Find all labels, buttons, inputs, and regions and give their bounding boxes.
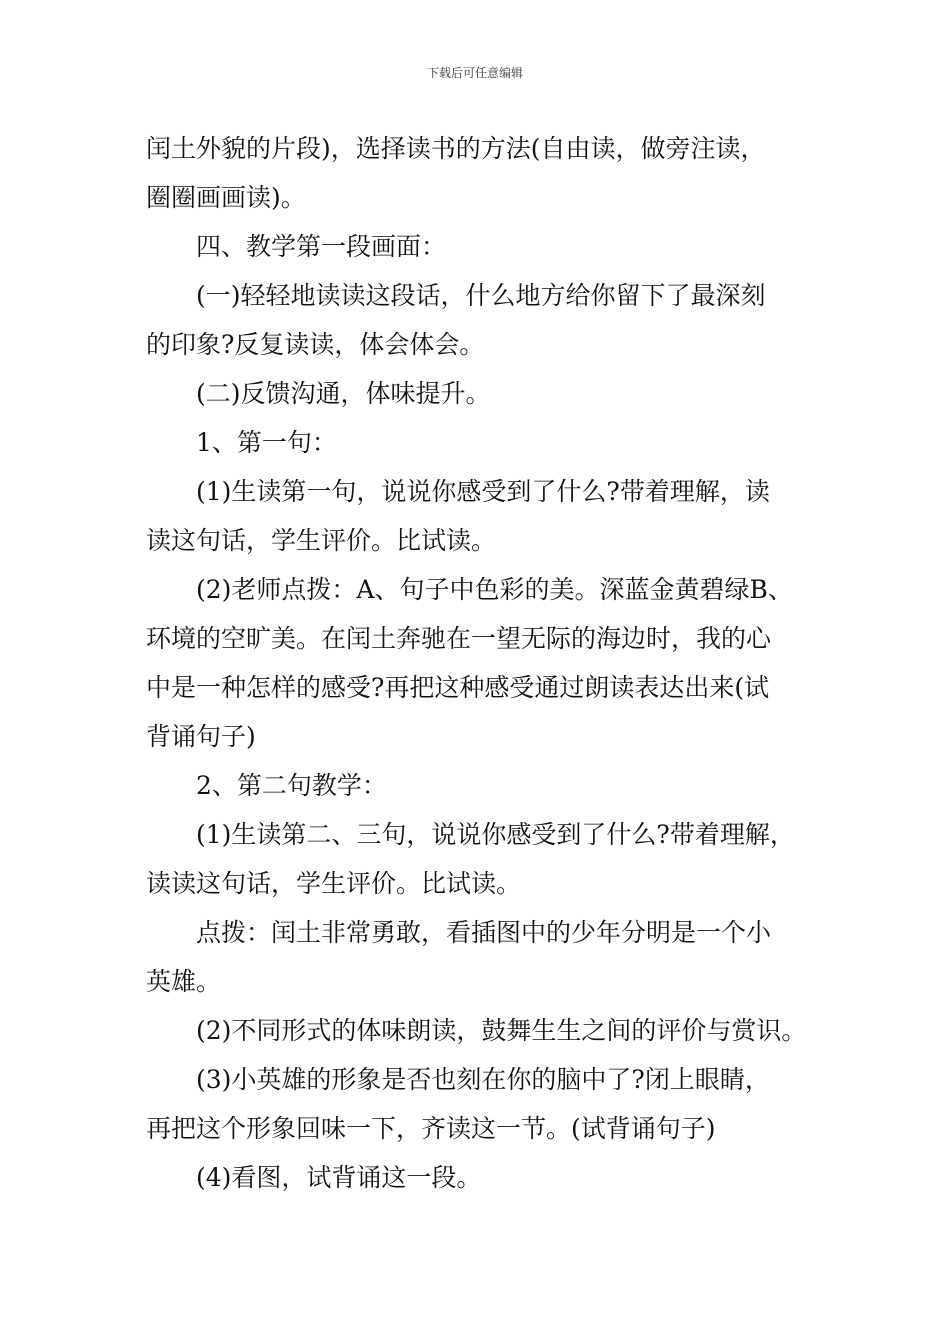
- text-line: (3)小英雄的形象是否也刻在你的脑中了?闭上眼睛，: [196, 1065, 770, 1094]
- text-line: 读这句话，学生评价。比试读。: [146, 526, 497, 555]
- document-body: [146, 124, 816, 1202]
- page-header: 下载后可任意编辑: [426, 66, 523, 80]
- text-line: (2)不同形式的体味朗读，鼓舞生生之间的评价与赏识。: [196, 1016, 807, 1045]
- text-line: 英雄。: [146, 967, 222, 996]
- text-line: 闰土外貌的片段)，选择读书的方法(自由读，做旁注读，: [146, 134, 766, 163]
- text-line: (一)轻轻地读读这段话，什么地方给你留下了最深刻: [196, 281, 766, 310]
- text-line: (4)看图，试背诵这一段。: [196, 1163, 482, 1192]
- section-heading: 四、教学第一段画面：: [196, 232, 447, 261]
- subsection-heading: 2、第二句教学：: [196, 771, 387, 800]
- text-line: 点拨：闰土非常勇敢，看插图中的少年分明是一个小: [196, 918, 772, 947]
- text-line: 环境的空旷美。在闰土奔驰在一望无际的海边时，我的心: [146, 624, 772, 653]
- text-line: (二)反馈沟通，体味提升。: [196, 379, 491, 408]
- text-line: 圈圈画画读)。: [146, 183, 306, 212]
- text-line: 中是一种怎样的感受?再把这种感受通过朗读表达出来(试: [146, 673, 770, 702]
- text-line: (1)生读第二、三句，说说你感受到了什么?带着理解，: [196, 820, 795, 849]
- text-line: 再把这个形象回味一下，齐读这一节。(试背诵句子): [146, 1114, 716, 1143]
- text-line: 读读这句话，学生评价。比试读。: [146, 869, 522, 898]
- text-line: (1)生读第一句，说说你感受到了什么?带着理解，读: [196, 477, 770, 506]
- text-line: 背诵句子): [146, 722, 256, 751]
- text-line: 的印象?反复读读，体会体会。: [146, 330, 485, 359]
- text-line: (2)老师点拨：A、句子中色彩的美。深蓝金黄碧绿B、: [196, 575, 793, 604]
- subsection-heading: 1、第一句：: [196, 428, 337, 457]
